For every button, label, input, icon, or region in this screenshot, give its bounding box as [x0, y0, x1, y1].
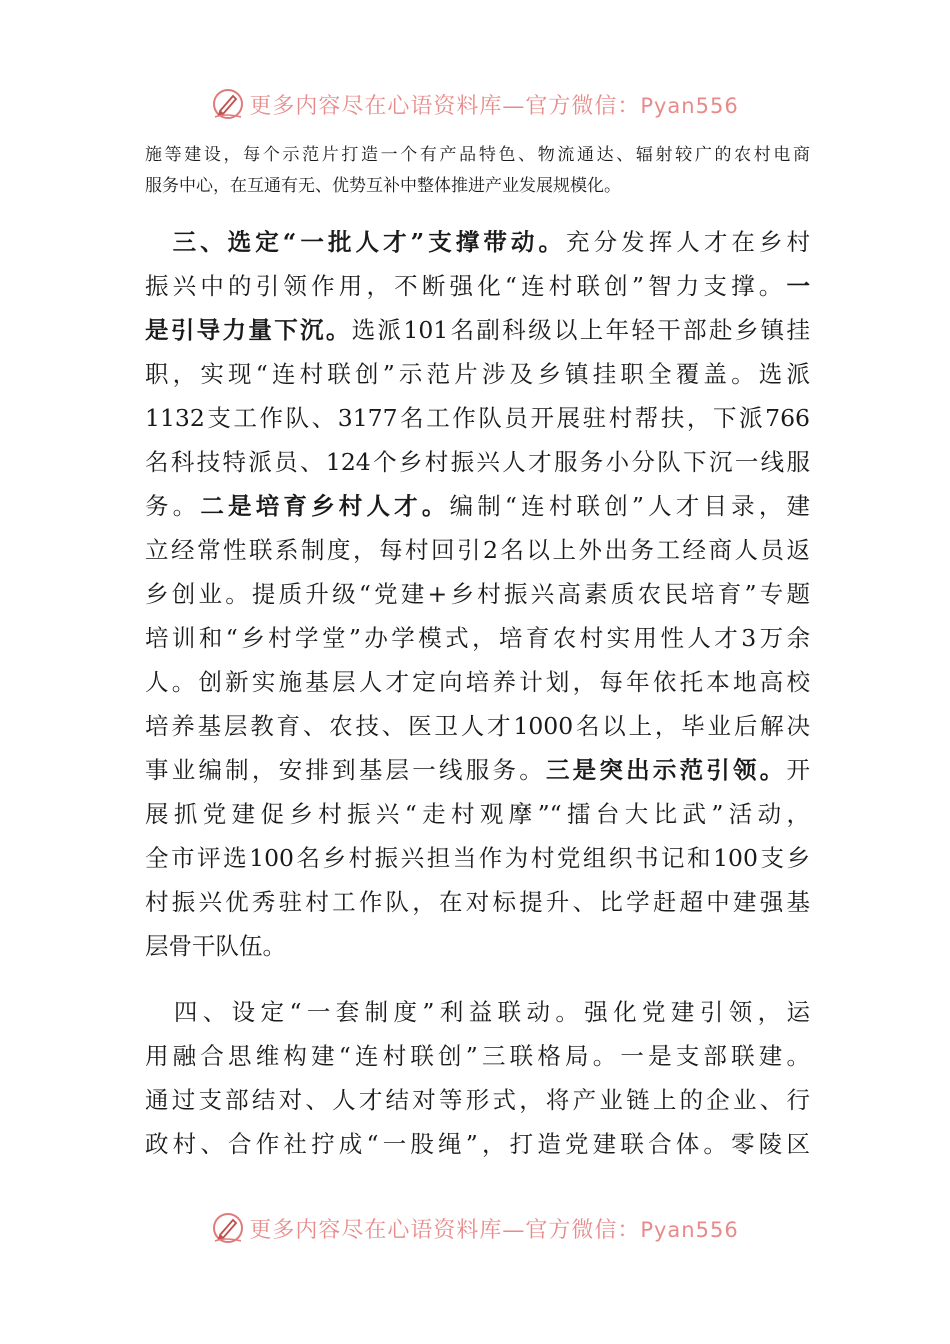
- text-line: 政村、合作社拧成“一股绳”，打造党建联合体。零陵区: [145, 1130, 810, 1158]
- section-four-paragraph: [145, 990, 810, 1166]
- watermark-text: [249, 1213, 738, 1244]
- text-line: 1132支工作队、3177名工作队员开展驻村帮扶，下派766: [145, 404, 810, 432]
- pen-logo-icon: [211, 87, 245, 121]
- text-line: 职，实现“连村联创”示范片涉及乡镇挂职全覆盖。选派: [145, 360, 810, 388]
- document-body: [145, 140, 810, 1166]
- text-line: 村振兴优秀驻村工作队，在对标提升、比学赶超中建强基: [145, 888, 810, 916]
- text-line: 全市评选100名乡村振兴担当作为村党组织书记和100支乡: [145, 844, 810, 872]
- text-line: 通过支部结对、人才结对等形式，将产业链上的企业、行: [145, 1086, 810, 1114]
- watermark-text: [249, 89, 738, 120]
- watermark-label: 更多内容尽在心语资料库—官方微信：: [249, 93, 641, 119]
- text-line: 人。创新实施基层人才定向培养计划，每年依托本地高校: [145, 668, 810, 696]
- text-line: 四、设定“一套制度”利益联动。强化党建引领，运: [173, 998, 810, 1026]
- text-line: 是引导力量下沉。选派101名副科级以上年轻干部赴乡镇挂: [145, 316, 810, 344]
- text-line: 振兴中的引领作用，不断强化“连村联创”智力支撑。一: [145, 272, 810, 300]
- text-line: 服务中心，在互通有无、优势互补中整体推进产业发展规模化。: [145, 176, 621, 196]
- text-line: 务。二是培育乡村人才。编制“连村联创”人才目录，建: [145, 492, 810, 520]
- subheading-one: 是引导力量下沉。: [145, 316, 352, 344]
- text-line: 培训和“乡村学堂”办学模式，培育农村实用性人才3万余: [145, 624, 810, 652]
- text-line: 展抓党建促乡村振兴“走村观摩”“擂台大比武”活动，: [145, 800, 810, 828]
- section-three-paragraph: [145, 220, 810, 968]
- text-line: 事业编制，安排到基层一线服务。三是突出示范引领。开: [145, 756, 810, 784]
- text-line: 层骨干队伍。: [145, 932, 286, 960]
- watermark-handle: Pyan556: [640, 1217, 739, 1242]
- text-line: 立经常性联系制度，每村回引2名以上外出务工经商人员返: [145, 536, 810, 564]
- text-line: 三、选定“一批人才”支撑带动。充分发挥人才在乡村: [172, 228, 810, 256]
- subheading-two: 二是培育乡村人才。: [200, 492, 450, 520]
- watermark-banner-top: [0, 84, 950, 124]
- watermark-label: 更多内容尽在心语资料库—官方微信：: [249, 1217, 641, 1243]
- text-line: 培养基层教育、农技、医卫人才1000名以上，毕业后解决: [145, 712, 810, 740]
- text-line: 用融合思维构建“连村联创”三联格局。一是支部联建。: [145, 1042, 810, 1070]
- watermark-handle: Pyan556: [640, 93, 739, 118]
- text-line: 施等建设，每个示范片打造一个有产品特色、物流通达、辐射较广的农村电商: [145, 145, 810, 165]
- section-heading: 三、选定“一批人才”支撑带动。: [172, 228, 567, 256]
- pen-logo-icon: [211, 1211, 245, 1245]
- watermark-banner-bottom: [0, 1208, 950, 1248]
- text-line: 乡创业。提质升级“党建+乡村振兴高素质农民培育”专题: [145, 580, 810, 608]
- text-line: 名科技特派员、124个乡村振兴人才服务小分队下沉一线服: [145, 448, 810, 476]
- intro-paragraph: [145, 140, 810, 202]
- subheading-three: 三是突出示范引领。: [545, 756, 787, 784]
